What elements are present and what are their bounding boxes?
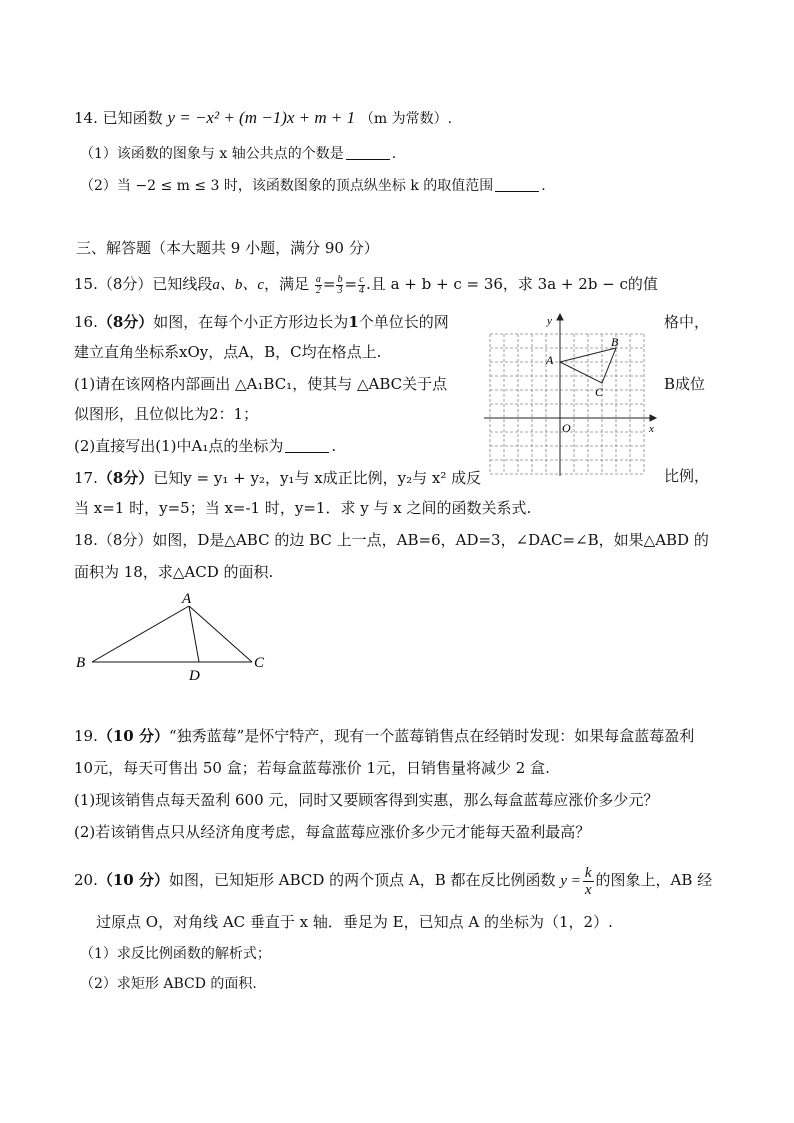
q16-line3: (1)请在该网格内部画出 △A₁BC₁，使其与 △ABC关于点	[74, 375, 448, 393]
q19-line4: (2)若该销售点只从经济角度考虑，每盒蓝莓应涨价多少元才能每天盈利最高？	[74, 823, 591, 841]
origin-label: O	[562, 421, 571, 435]
q14-stem: 已知函数	[102, 109, 163, 127]
segment-ac	[189, 606, 252, 662]
point-d-label: D	[189, 668, 200, 684]
q19-line2: 10元，每天可售出 50 盒；若每盒蓝莓涨价 1元，日销售量将减少 2 盒.	[74, 759, 550, 777]
q14-part1: （1）该函数的图象与 x 轴公共点的个数是 .	[80, 146, 397, 162]
answer-blank	[346, 145, 390, 160]
point-b-label: B	[76, 655, 86, 671]
q14-part2: （2）当 −2 ≤ m ≤ 3 时，该函数图象的顶点纵坐标 k 的取值范围 .	[80, 178, 546, 194]
q16-line4: 似图形，且位似比为2：1；	[74, 405, 259, 423]
q14-formula: y = −x² + (m −1)x + m + 1	[167, 108, 356, 127]
q16-grid-figure	[480, 312, 660, 480]
point-c-label: C	[254, 655, 265, 671]
q16-line5: (2)直接写出(1)中A₁点的坐标为 .	[74, 437, 337, 455]
q20-line1: 20.（10 分）如图，已知矩形 ABCD 的两个顶点 A，B 都在反比例函数 y = $\frac{k}{x}$ 的图象上，AB 经	[74, 864, 713, 898]
q16-line3-end: B成位	[664, 375, 706, 393]
y-axis-label: y	[547, 315, 552, 327]
q18-triangle-figure	[70, 588, 280, 686]
segment-ad	[189, 606, 199, 662]
q14-line1	[74, 108, 452, 129]
q16-line1-end: 格中，	[664, 313, 710, 331]
q19-line1: 19.（10 分）“独秀蓝莓”是怀宁特产，现有一个蓝莓销售点在经销时发现：如果每盒蓝莓盈利	[74, 727, 695, 745]
q17-line1: 17.（8分）已知y = y₁ + y₂，y₁与 x成正比例，y₂与 x² 成反	[74, 469, 482, 487]
q19-line3: (1)现该销售点每天盈利 600 元，同时又要顾客得到实惠，那么每盒蓝莓应涨价多少元？	[74, 791, 659, 809]
x-axis-label: x	[649, 423, 654, 435]
q17-line1-end: 比例，	[664, 467, 710, 485]
q20-line2: 过原点 O，对角线 AC 垂直于 x 轴．垂足为 E，已知点 A 的坐标为（1，2）.	[96, 913, 613, 931]
q14-note: （m 为常数）.	[359, 111, 453, 127]
q18-line1: 18.（8分）如图，D是△ABC 的边 BC 上一点，AB=6，AD=3，∠DAC=∠B，如果△ABD 的	[74, 531, 709, 549]
q14-number: 14.	[74, 109, 98, 127]
point-b-label: B	[611, 335, 619, 349]
point-c-label: C	[595, 385, 604, 399]
fraction-c-4: $\frac{c}{4}$	[359, 273, 365, 296]
q20-line3: （1）求反比例函数的解析式；	[80, 946, 271, 962]
section-heading: 三、解答题（本大题共 9 小题，满分 90 分）	[76, 239, 379, 257]
dashed-grid	[490, 334, 644, 474]
fraction-k-over-x: $\frac{k}{x}$	[584, 864, 592, 898]
q20-line4: （2）求矩形 ABCD 的面积.	[80, 976, 257, 992]
segment-ab	[92, 606, 189, 662]
q15-line: 15.（8分）已知线段a、b、c，满足 $\frac{a}{2}$ = $\frac{b}{3}$ = $\frac{c}{4}$ .且 a + b + c = 36，求 3a + 2b − c的值	[74, 273, 658, 296]
fraction-b-3: $\frac{b}{3}$	[337, 273, 343, 296]
point-a-label: A	[182, 591, 192, 607]
point-a-label: A	[546, 353, 554, 367]
q18-line2: 面积为 18，求△ACD 的面积.	[74, 563, 274, 581]
q17-line2: 当 x=1 时，y=5；当 x=-1 时，y=1．求 y 与 x 之间的函数关系式.	[74, 499, 532, 517]
answer-blank	[285, 438, 329, 453]
fraction-a-2: $\frac{a}{2}$	[315, 273, 321, 296]
q16-line2: 建立直角坐标系xOy，点A，B，C均在格点上.	[74, 343, 382, 361]
answer-blank	[495, 177, 539, 192]
q16-line1: 16.（8分）如图，在每个小正方形边长为1个单位长的网	[74, 313, 449, 331]
